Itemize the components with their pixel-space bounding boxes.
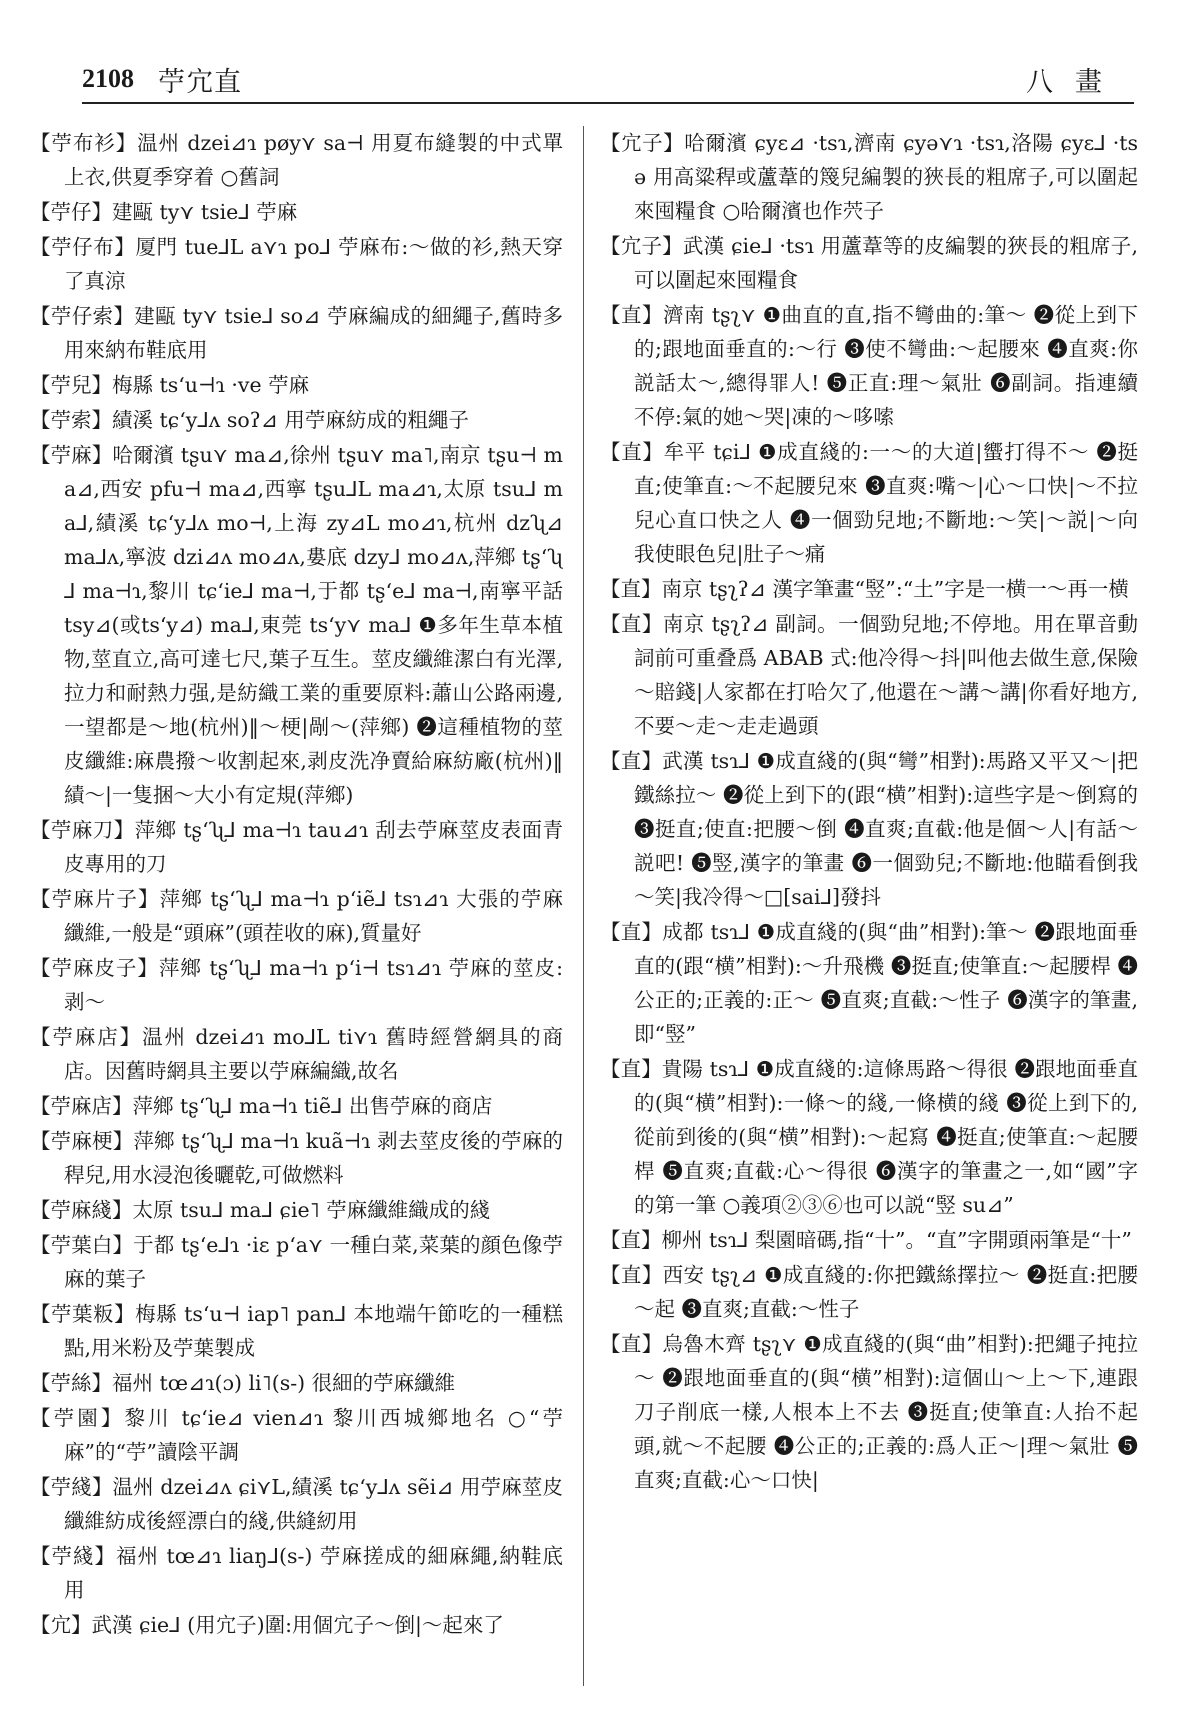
entry-headword: 【苧麻店】: [30, 1025, 143, 1049]
dictionary-entry: [600, 1052, 1138, 1222]
dictionary-entry: [600, 126, 1138, 228]
dictionary-entry: [30, 1608, 563, 1642]
entry-definition: 萍鄉 tʂʻʯ⅃ ma⊣ɿ pʻiẽ⅃ tsɿ⊿ɿ 大張的苧麻纖維,一般是“頭麻”(頭茬收的麻),質量好: [64, 887, 563, 945]
entry-headword: 【苧綫】: [30, 1475, 113, 1499]
entry-definition: 南京 tʂʅʔ⊿ 副詞。一個勁兒地;不停地。用在單音動詞前可重叠爲 ABAB 式:他冷得～抖|叫他去做生意,保險～賠錢|人家都在打哈欠了,他還在～講～講|你看好地方,不要～走～走走過頭: [634, 612, 1138, 738]
entry-definition: 貴陽 tsɿ⅃ ❶成直綫的:這條馬路～得很 ❷跟地面垂直的(與“横”相對):一條～的綫,一條横的綫 ❸從上到下的,從前到後的(與“横”相對):～起寫 ❹挺直;使筆直:～起腰桿 ❺直爽;直截:心～得很 ❻漢字的筆畫之一,如“國”字的第一筆 ○義項②③⑥也可以説“竪 su⊿”: [634, 1057, 1138, 1217]
entry-headword: 【苧園】: [30, 1406, 125, 1430]
entry-definition: 黎川 tɕʻie⊿ vien⊿ɿ 黎川西城鄉地名 ○“苧麻”的“苧”讀陰平調: [64, 1406, 563, 1464]
entry-definition: 績溪 tɕʻy⅃ʌ soʔ⊿ 用苧麻紡成的粗繩子: [112, 408, 469, 432]
entry-definition: 梅縣 tsʻu⊣ iap˥ pan⅃ 本地端午節吃的一種糕點,用米粉及苧葉製成: [64, 1302, 563, 1360]
entry-definition: 萍鄉 tʂʻʯ⅃ ma⊣ɿ tiẽ⅃ 出售苧麻的商店: [132, 1094, 493, 1118]
dictionary-entry: [600, 298, 1138, 434]
dictionary-entry: [30, 1020, 563, 1088]
entry-headword: 【苧兒】: [30, 373, 112, 397]
entry-definition: 成都 tsɿ⅃ ❶成直綫的(與“曲”相對):筆～ ❷跟地面垂直的(跟“横”相對):～升飛機 ❸挺直;使筆直:～起腰桿 ❹公正的;正義的:正～ ❺直爽;直截:～性子 ❻漢字的筆畫,即“竪”: [634, 920, 1138, 1046]
entry-headword: 【直】: [600, 1263, 663, 1287]
entry-definition: 萍鄉 tʂʻʯ⅃ ma⊣ɿ kuã⊣ɿ 剥去莖皮後的苧麻的稈兒,用水浸泡後曬乾,可做燃料: [64, 1129, 563, 1187]
dictionary-entry: [30, 1193, 563, 1227]
entry-headword: 【直】: [600, 1057, 662, 1081]
entry-headword: 【苧麻刀】: [30, 818, 135, 842]
entry-headword: 【苧仔布】: [30, 235, 136, 259]
dictionary-entry: [30, 813, 563, 881]
section-label: 八畫: [1026, 67, 1124, 98]
dictionary-entry: [600, 435, 1138, 571]
dictionary-entry: [30, 1401, 563, 1469]
dictionary-entry: [600, 1327, 1138, 1497]
entry-definition: 南京 tʂʅʔ⊿ 漢字筆畫“竪”:“土”字是一横一～再一横: [661, 577, 1129, 601]
entry-definition: 萍鄉 tʂʻʯ⅃ ma⊣ɿ pʻi⊣ tsɿ⊿ɿ 苧麻的莖皮:剥～: [64, 956, 563, 1014]
entry-headword: 【宂子】: [600, 131, 685, 155]
entry-headword: 【直】: [600, 612, 663, 636]
entry-definition: 西安 tʂʅ⊿ ❶成直綫的:你把鐵絲擇拉～ ❷挺直:把腰～起 ❸直爽;直截:～性子: [634, 1263, 1138, 1321]
dictionary-entry: [30, 951, 563, 1019]
entry-headword: 【宂】: [30, 1613, 92, 1637]
entry-definition: 哈爾濱 tʂu⋎ ma⊿,徐州 tʂu⋎ ma˥,南京 tʂu⊣ ma⊿,西安 pfu⊣ ma⊿,西寧 tʂu⅃L ma⊿ɿ,太原 tsu⅃ ma⅃,績溪 tɕʻy⅃ʌ mo⊣,上海 zy⊿L mo⊿ɿ,杭州 dzʯ⊿ ma⅃ʌ,寧波 dzi⊿ʌ mo⊿ʌ,婁底 dzy⅃ mo⊿ʌ,萍鄉 tʂʻʯ⅃ ma⊣ɿ,黎川 tɕʻie⅃ ma⊣,于都 tʂʻe⅃ ma⊣,南寧平話 tsy⊿(或tsʻy⊿) ma⅃,東莞 tsʻy⋎ ma⅃ ❶多年生草本植物,莖直立,高可達七尺,葉子互生。莖皮纖維潔白有光澤,拉力和耐熱力强,是紡織工業的重要原料:蕭山公路兩邊,一望都是～地(杭州)‖～梗|剮～(萍鄉) ❷這種植物的莖皮纖維:麻農撥～收割起來,剥皮洗净賣給麻紡廠(杭州)‖績～|一隻捆～大小有定規(萍鄉): [64, 443, 563, 807]
dictionary-entry: [600, 229, 1138, 297]
entry-definition: 牟平 tɕi⅃ ❶成直綫的:一～的大道|蠁打得不～ ❷挺直;使筆直:～不起腰兒來 ❸直爽:嘴～|心～口快|～不拉兒心直口快之人 ❹一個勁兒地;不斷地:～笑|～説|～向我使眼色兒|肚子～痛: [634, 440, 1138, 566]
dictionary-entry: [30, 368, 563, 402]
page-number: 2108: [82, 64, 134, 93]
entry-headword: 【苧索】: [30, 408, 112, 432]
right-column: [600, 126, 1138, 1686]
entry-definition: 武漢 ɕie⅃ (用宂子)圍:用個宂子～倒|～起來了: [91, 1613, 504, 1637]
left-column: [30, 126, 563, 1686]
entry-definition: 于都 tʂʻe⅃ɿ ·iɛ pʻa⋎ 一種白菜,菜葉的顔色像苧麻的葉子: [64, 1233, 563, 1291]
dictionary-entry: [30, 882, 563, 950]
dictionary-entry: [600, 607, 1138, 743]
entry-headword: 【直】: [600, 440, 664, 464]
entry-headword: 【苧絲】: [30, 1371, 112, 1395]
entry-headword: 【苧麻店】: [30, 1094, 133, 1118]
dictionary-entry: [600, 1258, 1138, 1326]
dictionary-entry: [600, 1223, 1138, 1257]
entry-headword: 【苧麻】: [30, 443, 113, 467]
entry-definition: 温州 dzei⊿ɿ mo⅃L ti⋎ɿ 舊時經營網具的商店。因舊時網具主要以苧麻編織,故名: [64, 1025, 563, 1083]
entry-headword: 【直】: [600, 303, 663, 327]
entry-headword: 【苧仔】: [30, 200, 112, 224]
dictionary-entry: [30, 403, 563, 437]
entry-definition: 濟南 tʂʅ⋎ ❶曲直的直,指不彎曲的:筆～ ❷從上到下的;跟地面垂直的:～行 ❸使不彎曲:～起腰來 ❹直爽:你説話太～,總得罪人! ❺正直:理～氣壯 ❻副詞。指連續不停:氣的她～哭|凍的～哆嗦: [634, 303, 1138, 429]
dictionary-entry: [30, 230, 563, 298]
dictionary-entry: [600, 915, 1138, 1051]
dictionary-entry: [30, 1089, 563, 1123]
entry-definition: 福州 tœ⊿ɿ(ɔ) li˥(s-) 很細的苧麻纖維: [112, 1371, 456, 1395]
entry-headword: 【苧綫】: [30, 1544, 117, 1568]
entry-definition: 福州 tœ⊿ɿ liaŋ⅃(s-) 苧麻搓成的細麻繩,納鞋底用: [64, 1544, 563, 1602]
page-header: [82, 58, 1134, 104]
dictionary-entry: [30, 1124, 563, 1192]
entry-definition: 建甌 ty⋎ tsie⅃ so⊿ 苧麻編成的細繩子,舊時多用來納布鞋底用: [64, 304, 563, 362]
entry-headword: 【苧仔索】: [30, 304, 135, 328]
entry-headword: 【宂子】: [600, 234, 683, 258]
entry-headword: 【苧麻綫】: [30, 1198, 133, 1222]
dictionary-entry: [600, 744, 1138, 914]
dictionary-entry: [30, 126, 563, 194]
dictionary-entry: [600, 572, 1138, 606]
dictionary-entry: [30, 1539, 563, 1607]
entry-headword: 【直】: [600, 920, 663, 944]
entry-definition: 哈爾濱 ɕyɛ⊿ ·tsɿ,濟南 ɕyə⋎ɿ ·tsɿ,洛陽 ɕyɛ⅃ ·tsə 用高粱稈或蘆葦的篾兒編製的狹長的粗席子,可以圍起來囤糧食 ○哈爾濱也作茓子: [634, 131, 1138, 223]
entry-headword: 【苧麻梗】: [30, 1129, 134, 1153]
entry-headword: 【直】: [600, 1228, 662, 1252]
dictionary-entry: [30, 1366, 563, 1400]
running-title: 苧宂直: [158, 67, 242, 98]
entry-headword: 【苧布衫】: [30, 131, 138, 155]
entry-headword: 【苧麻片子】: [30, 887, 160, 911]
entry-headword: 【直】: [600, 577, 662, 601]
entry-headword: 【直】: [600, 1332, 663, 1356]
entry-definition: 建甌 ty⋎ tsie⅃ 苧麻: [112, 200, 298, 224]
entry-definition: 温州 dzei⊿ʌ ɕi⋎L,績溪 tɕʻy⅃ʌ sẽi⊿ 用苧麻莖皮纖維紡成後經漂白的綫,供縫紉用: [64, 1475, 563, 1533]
dictionary-entry: [30, 1228, 563, 1296]
entry-headword: 【苧葉粄】: [30, 1302, 136, 1326]
entry-headword: 【直】: [600, 749, 663, 773]
dictionary-entry: [30, 299, 563, 367]
entry-headword: 【苧葉白】: [30, 1233, 134, 1257]
dictionary-entry: [30, 195, 563, 229]
entry-definition: 烏魯木齊 tʂʅ⋎ ❶成直綫的(與“曲”相對):把繩子扽拉～ ❷跟地面垂直的(與“横”相對):這個山～上～下,連跟刀子削底一樣,人根本上不去 ❸挺直;使筆直:人抬不起頭,就～不起腰 ❹公正的;正義的:爲人正～|理～氣壯 ❺直爽;直截:心～口快|: [634, 1332, 1138, 1492]
column-divider: [583, 126, 584, 1686]
entry-definition: 柳州 tsɿ⅃ 梨園暗碼,指“十”。“直”字開頭兩筆是“十”: [661, 1228, 1132, 1252]
entry-definition: 梅縣 tsʻu⊣ɿ ·ve 苧麻: [112, 373, 310, 397]
entry-definition: 武漢 ɕie⅃ ·tsɿ 用蘆葦等的皮編製的狹長的粗席子,可以圍起來囤糧食: [634, 234, 1138, 292]
entry-definition: 萍鄉 tʂʻʯ⅃ ma⊣ɿ tau⊿ɿ 刮去苧麻莖皮表面青皮專用的刀: [64, 818, 563, 876]
dictionary-entry: [30, 1297, 563, 1365]
entry-headword: 【苧麻皮子】: [30, 956, 159, 980]
entry-definition: 太原 tsu⅃ ma⅃ ɕie˥ 苧麻纖維織成的綫: [132, 1198, 491, 1222]
entry-definition: 厦門 tue⅃L a⋎ɿ po⅃ 苧麻布:～做的衫,熱天穿了真涼: [64, 235, 563, 293]
entry-definition: 武漢 tsɿ⅃ ❶成直綫的(與“彎”相對):馬路又平又～|把鐵絲拉～ ❷從上到下的(跟“横”相對):這些字是～倒寫的 ❸挺直;使直:把腰～倒 ❹直爽;直截:他是個～人|有話～説吧! ❺竪,漢字的筆畫 ❻一個勁兒;不斷地:他瞄看倒我～笑|我冷得～□[sai⅃]發抖: [634, 749, 1138, 909]
entry-definition: 温州 dzei⊿ɿ pøy⋎ sa⊣ 用夏布縫製的中式單上衣,供夏季穿着 ○舊詞: [64, 131, 563, 189]
dictionary-entry: [30, 438, 563, 812]
dictionary-entry: [30, 1470, 563, 1538]
